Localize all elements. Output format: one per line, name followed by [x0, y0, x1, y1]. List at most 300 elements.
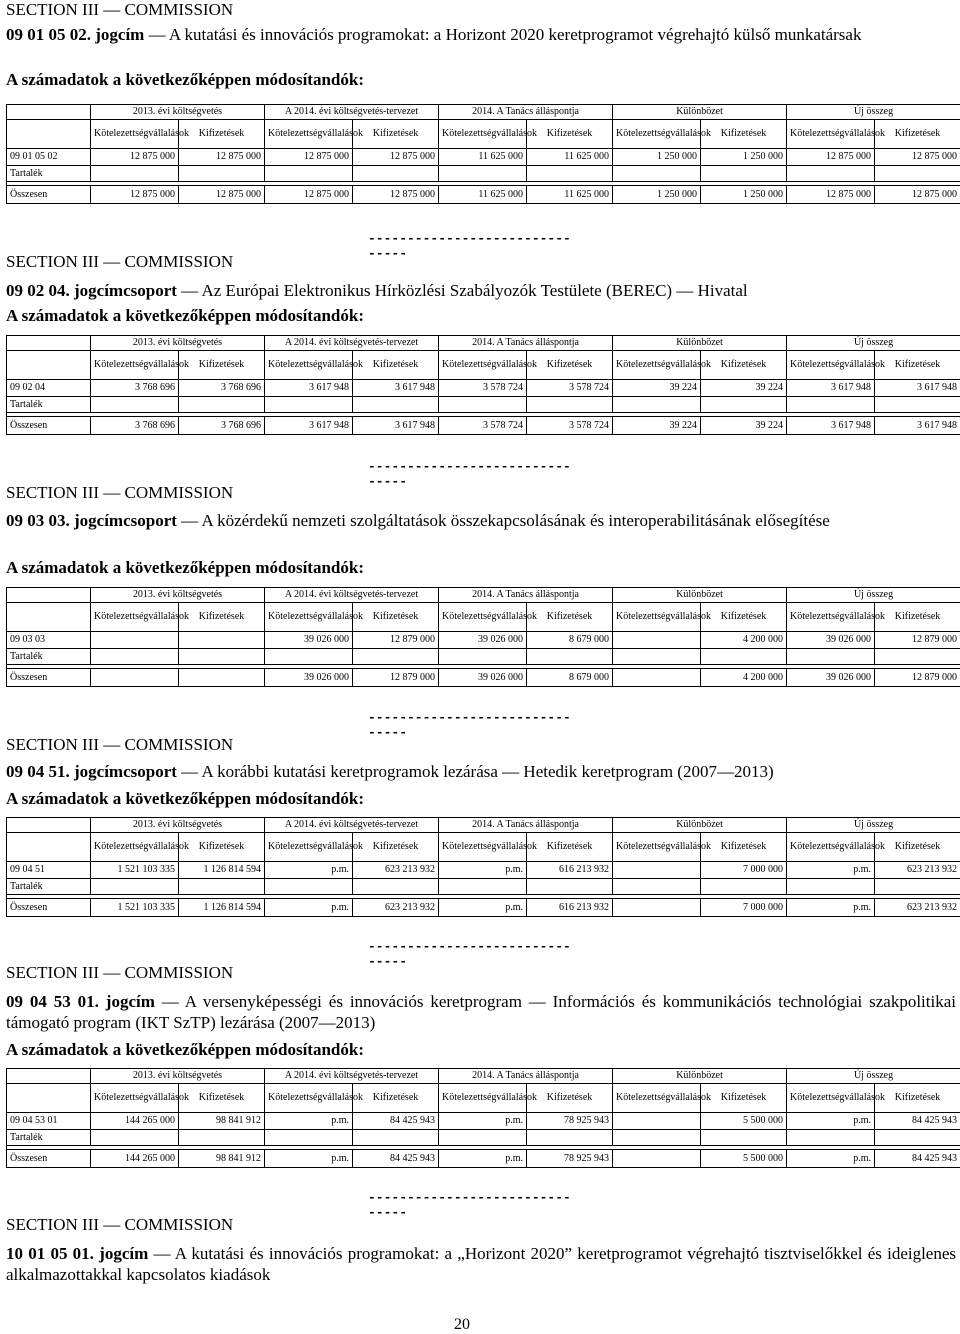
column-header: Különbözet: [613, 336, 787, 351]
row-label-cell: Tartalék: [7, 166, 91, 182]
column-subheader: Kifizetések: [527, 351, 613, 380]
column-subheader: Kötelezettségvállalások: [439, 1084, 527, 1113]
column-subheader: Kifizetések: [701, 603, 787, 632]
column-header: 2014. A Tanács álláspontja: [439, 588, 613, 603]
table-cell: [613, 862, 701, 879]
table-cell: 84 425 943: [353, 1113, 439, 1130]
column-header: Különbözet: [613, 105, 787, 120]
table-header-row: [7, 1069, 960, 1084]
table-cell: [527, 649, 613, 665]
budget-line-title: — A korábbi kutatási keretprogramok lezárása — Hetedik keretprogram (2007—2013): [181, 762, 773, 781]
table-cell: [527, 166, 613, 182]
budget-table: [6, 1068, 960, 1168]
budget-line-heading: [6, 510, 956, 531]
table-cell: p.m.: [439, 899, 527, 917]
table-cell: p.m.: [787, 1150, 875, 1168]
table-cell: [91, 632, 179, 649]
table-cell: 3 768 696: [179, 380, 265, 397]
table-cell: 144 265 000: [91, 1150, 179, 1168]
column-header: Új összeg: [787, 1069, 960, 1084]
reserve-row: [7, 1130, 960, 1146]
table-row: [7, 632, 960, 649]
column-subheader: Kötelezettségvállalások: [265, 351, 353, 380]
table-cell: [875, 879, 960, 895]
budget-line-heading: [6, 991, 956, 1033]
column-subheader: Kifizetések: [527, 1084, 613, 1113]
table-cell: [439, 649, 527, 665]
reserve-row: [7, 649, 960, 665]
table-cell: 39 026 000: [439, 632, 527, 649]
budget-line-code: 09 01 05 02. jogcím: [6, 25, 144, 44]
table-cell: [613, 166, 701, 182]
separator: -------------------------------: [368, 459, 578, 489]
table-cell: [875, 166, 960, 182]
table-cell: 3 578 724: [439, 417, 527, 435]
table-cell: p.m.: [265, 1150, 353, 1168]
budget-line-heading: [6, 761, 956, 782]
amend-line: A számadatok a következőképpen módosítandók:: [6, 789, 956, 809]
row-label-cell: Összesen: [7, 1150, 91, 1168]
column-subheader: Kötelezettségvállalások: [91, 351, 179, 380]
table-cell: 3 617 948: [353, 417, 439, 435]
column-subheader: Kötelezettségvállalások: [265, 1084, 353, 1113]
table-cell: 11 625 000: [439, 149, 527, 166]
table-cell: 5 500 000: [701, 1150, 787, 1168]
column-header: Különbözet: [613, 588, 787, 603]
table-cell: 39 224: [701, 417, 787, 435]
table-cell: [91, 397, 179, 413]
table-cell: 98 841 912: [179, 1113, 265, 1130]
table-header-row: [7, 336, 960, 351]
table-cell: 12 875 000: [91, 149, 179, 166]
table-cell: [787, 649, 875, 665]
table-cell: [613, 899, 701, 917]
section-title: SECTION III — COMMISSION: [6, 252, 956, 272]
table-cell: 39 026 000: [265, 632, 353, 649]
table-row: [7, 380, 960, 397]
table-subheader-row: [7, 833, 960, 862]
table-cell: 84 425 943: [875, 1113, 960, 1130]
table-cell: [179, 397, 265, 413]
row-label-cell: Összesen: [7, 899, 91, 917]
column-header: 2013. évi költségvetés: [91, 336, 265, 351]
table-cell: [787, 166, 875, 182]
header-corner-cell: [7, 1084, 91, 1113]
header-corner-cell: [7, 105, 91, 120]
table-cell: [353, 879, 439, 895]
table-cell: p.m.: [265, 862, 353, 879]
budget-line-heading: [6, 1243, 956, 1285]
table-cell: [265, 1130, 353, 1146]
table-cell: 12 879 000: [875, 669, 960, 687]
amend-line: A számadatok a következőképpen módosítandók:: [6, 1040, 956, 1060]
table-cell: 12 875 000: [179, 149, 265, 166]
table-cell: 39 026 000: [439, 669, 527, 687]
column-header: Különbözet: [613, 1069, 787, 1084]
table-cell: 39 224: [613, 380, 701, 397]
table-cell: 12 875 000: [265, 149, 353, 166]
table-cell: 3 617 948: [875, 417, 960, 435]
budget-line-code: 09 02 04. jogcímcsoport: [6, 281, 177, 300]
column-header: 2013. évi költségvetés: [91, 105, 265, 120]
column-subheader: Kifizetések: [353, 603, 439, 632]
table-cell: 8 679 000: [527, 632, 613, 649]
column-subheader: Kifizetések: [875, 120, 960, 149]
table-cell: 12 875 000: [875, 186, 960, 204]
table-cell: 84 425 943: [875, 1150, 960, 1168]
table-cell: 8 679 000: [527, 669, 613, 687]
table-cell: [527, 1130, 613, 1146]
table-cell: [439, 166, 527, 182]
table-cell: 12 875 000: [91, 186, 179, 204]
table-cell: 623 213 932: [875, 862, 960, 879]
column-subheader: Kifizetések: [179, 1084, 265, 1113]
column-subheader: Kifizetések: [701, 1084, 787, 1113]
table-cell: [91, 879, 179, 895]
column-subheader: Kötelezettségvállalások: [613, 120, 701, 149]
table-cell: 3 768 696: [91, 380, 179, 397]
table-cell: p.m.: [787, 1113, 875, 1130]
column-subheader: Kifizetések: [701, 120, 787, 149]
column-header: 2013. évi költségvetés: [91, 818, 265, 833]
column-subheader: Kifizetések: [353, 833, 439, 862]
table-cell: 3 617 948: [265, 380, 353, 397]
header-corner-cell: [7, 588, 91, 603]
separator: -------------------------------: [368, 231, 578, 261]
table-cell: 12 875 000: [179, 186, 265, 204]
table-cell: [701, 649, 787, 665]
table-cell: [353, 397, 439, 413]
table-cell: 1 250 000: [701, 186, 787, 204]
table-cell: 78 925 943: [527, 1150, 613, 1168]
table-cell: 1 250 000: [613, 149, 701, 166]
column-header: 2013. évi költségvetés: [91, 588, 265, 603]
column-header: 2014. A Tanács álláspontja: [439, 336, 613, 351]
column-subheader: Kifizetések: [875, 1084, 960, 1113]
header-corner-cell: [7, 818, 91, 833]
table-cell: 616 213 932: [527, 862, 613, 879]
table-cell: [875, 649, 960, 665]
column-subheader: Kötelezettségvállalások: [613, 351, 701, 380]
separator: -------------------------------: [368, 939, 578, 969]
budget-line-title: — A közérdekű nemzeti szolgáltatások összekapcsolásának és interoperabilitásának elősegítése: [181, 511, 830, 530]
table-cell: 623 213 932: [875, 899, 960, 917]
table-cell: [265, 397, 353, 413]
column-subheader: Kifizetések: [353, 351, 439, 380]
row-label-cell: Tartalék: [7, 879, 91, 895]
column-subheader: Kötelezettségvállalások: [787, 603, 875, 632]
table-cell: 12 875 000: [875, 149, 960, 166]
table-cell: 1 521 103 335: [91, 862, 179, 879]
table-cell: 39 224: [613, 417, 701, 435]
table-cell: [179, 166, 265, 182]
table-cell: [265, 879, 353, 895]
row-code-cell: 09 04 53 01: [7, 1113, 91, 1130]
column-header: Új összeg: [787, 336, 960, 351]
amend-line: A számadatok a következőképpen módosítandók:: [6, 306, 956, 326]
column-subheader: Kifizetések: [875, 603, 960, 632]
budget-line-heading: [6, 24, 956, 45]
row-code-cell: 09 02 04: [7, 380, 91, 397]
table-cell: [353, 1130, 439, 1146]
column-subheader: Kifizetések: [353, 120, 439, 149]
table-cell: [701, 1130, 787, 1146]
column-subheader: Kötelezettségvállalások: [613, 603, 701, 632]
table-cell: p.m.: [439, 1150, 527, 1168]
table-cell: [439, 1130, 527, 1146]
table-cell: [179, 669, 265, 687]
table-row: [7, 862, 960, 879]
budget-line-title: — A kutatási és innovációs programokat: a „Horizont 2020” keretprogramot végrehajtó tisztviselőkkel és ideiglenes alkalmazottakkal kapcsolatos kiadások: [6, 1244, 956, 1284]
reserve-row: [7, 397, 960, 413]
table-cell: 623 213 932: [353, 899, 439, 917]
table-cell: [875, 1130, 960, 1146]
table-cell: 623 213 932: [353, 862, 439, 879]
column-header: 2014. A Tanács álláspontja: [439, 818, 613, 833]
table-cell: p.m.: [439, 862, 527, 879]
header-corner-cell: [7, 833, 91, 862]
header-corner-cell: [7, 120, 91, 149]
table-cell: [613, 632, 701, 649]
column-subheader: Kifizetések: [701, 351, 787, 380]
table-cell: 12 875 000: [265, 186, 353, 204]
table-cell: [179, 632, 265, 649]
table-cell: [787, 1130, 875, 1146]
table-cell: [613, 669, 701, 687]
table-cell: 4 200 000: [701, 669, 787, 687]
column-subheader: Kötelezettségvállalások: [265, 120, 353, 149]
header-corner-cell: [7, 351, 91, 380]
column-header: A 2014. évi költségvetés-tervezet: [265, 105, 439, 120]
column-header: 2013. évi költségvetés: [91, 1069, 265, 1084]
section-title: SECTION III — COMMISSION: [6, 963, 956, 983]
column-header: 2014. A Tanács álláspontja: [439, 105, 613, 120]
header-corner-cell: [7, 603, 91, 632]
separator: -------------------------------: [368, 710, 578, 740]
table-cell: [353, 649, 439, 665]
table-cell: 39 026 000: [265, 669, 353, 687]
table-cell: [613, 649, 701, 665]
table-cell: [265, 166, 353, 182]
budget-line-code: 09 04 51. jogcímcsoport: [6, 762, 177, 781]
table-cell: [787, 397, 875, 413]
column-subheader: Kifizetések: [179, 603, 265, 632]
column-subheader: Kötelezettségvállalások: [439, 120, 527, 149]
table-cell: [613, 1150, 701, 1168]
table-cell: 7 000 000: [701, 862, 787, 879]
section-title: SECTION III — COMMISSION: [6, 1215, 956, 1235]
table-cell: 1 126 814 594: [179, 899, 265, 917]
table-cell: 3 617 948: [265, 417, 353, 435]
table-cell: 3 768 696: [91, 417, 179, 435]
column-subheader: Kötelezettségvállalások: [439, 833, 527, 862]
column-subheader: Kötelezettségvállalások: [613, 1084, 701, 1113]
table-cell: 11 625 000: [527, 149, 613, 166]
table-cell: [613, 397, 701, 413]
table-cell: [527, 397, 613, 413]
total-row: [7, 899, 960, 917]
total-row: [7, 417, 960, 435]
budget-table: [6, 335, 960, 435]
column-subheader: Kifizetések: [875, 351, 960, 380]
row-label-cell: Összesen: [7, 417, 91, 435]
table-cell: 3 617 948: [787, 417, 875, 435]
column-subheader: Kötelezettségvállalások: [787, 120, 875, 149]
table-cell: 84 425 943: [353, 1150, 439, 1168]
column-header: A 2014. évi költségvetés-tervezet: [265, 588, 439, 603]
column-subheader: Kifizetések: [701, 833, 787, 862]
table-cell: 3 617 948: [875, 380, 960, 397]
table-subheader-row: [7, 351, 960, 380]
table-cell: 4 200 000: [701, 632, 787, 649]
table-cell: 11 625 000: [527, 186, 613, 204]
table-subheader-row: [7, 603, 960, 632]
column-subheader: Kötelezettségvállalások: [91, 833, 179, 862]
table-cell: [179, 649, 265, 665]
row-label-cell: Összesen: [7, 186, 91, 204]
column-header: Új összeg: [787, 588, 960, 603]
budget-line-heading: [6, 280, 956, 301]
column-subheader: Kötelezettségvállalások: [439, 351, 527, 380]
column-subheader: Kifizetések: [527, 833, 613, 862]
separator: -------------------------------: [368, 1190, 578, 1220]
budget-table: [6, 104, 960, 204]
column-subheader: Kifizetések: [353, 1084, 439, 1113]
section-title: SECTION III — COMMISSION: [6, 0, 956, 20]
budget-line-code: 09 03 03. jogcímcsoport: [6, 511, 177, 530]
table-cell: [613, 1113, 701, 1130]
table-cell: 1 250 000: [613, 186, 701, 204]
table-cell: [439, 397, 527, 413]
total-row: [7, 1150, 960, 1168]
row-code-cell: 09 04 51: [7, 862, 91, 879]
page-number: 20: [454, 1316, 470, 1334]
header-corner-cell: [7, 1069, 91, 1084]
table-cell: [91, 166, 179, 182]
table-subheader-row: [7, 120, 960, 149]
budget-line-title: — Az Európai Elektronikus Hírközlési Szabályozók Testülete (BEREC) — Hivatal: [181, 281, 747, 300]
column-subheader: Kötelezettségvállalások: [613, 833, 701, 862]
amend-line: A számadatok a következőképpen módosítandók:: [6, 558, 956, 578]
table-cell: 12 875 000: [787, 149, 875, 166]
table-cell: [613, 1130, 701, 1146]
table-cell: [787, 879, 875, 895]
row-label-cell: Tartalék: [7, 649, 91, 665]
table-cell: 12 875 000: [353, 149, 439, 166]
header-corner-cell: [7, 336, 91, 351]
table-cell: [91, 669, 179, 687]
table-header-row: [7, 105, 960, 120]
table-cell: 3 617 948: [787, 380, 875, 397]
table-cell: [91, 1130, 179, 1146]
table-cell: 39 224: [701, 380, 787, 397]
table-cell: [701, 166, 787, 182]
column-subheader: Kifizetések: [179, 833, 265, 862]
table-cell: 5 500 000: [701, 1113, 787, 1130]
column-subheader: Kötelezettségvállalások: [265, 833, 353, 862]
table-cell: [265, 649, 353, 665]
table-cell: p.m.: [787, 899, 875, 917]
table-cell: 616 213 932: [527, 899, 613, 917]
table-cell: 11 625 000: [439, 186, 527, 204]
section-title: SECTION III — COMMISSION: [6, 735, 956, 755]
column-subheader: Kifizetések: [875, 833, 960, 862]
table-cell: [701, 879, 787, 895]
table-cell: 1 126 814 594: [179, 862, 265, 879]
table-cell: 12 879 000: [353, 669, 439, 687]
table-cell: [701, 397, 787, 413]
table-cell: 12 879 000: [875, 632, 960, 649]
column-subheader: Kifizetések: [527, 120, 613, 149]
table-cell: [179, 879, 265, 895]
column-subheader: Kötelezettségvállalások: [265, 603, 353, 632]
table-header-row: [7, 588, 960, 603]
table-cell: 3 578 724: [527, 417, 613, 435]
table-row: [7, 149, 960, 166]
column-header: A 2014. évi költségvetés-tervezet: [265, 1069, 439, 1084]
table-cell: [353, 166, 439, 182]
reserve-row: [7, 879, 960, 895]
table-cell: 1 250 000: [701, 149, 787, 166]
table-header-row: [7, 818, 960, 833]
column-subheader: Kötelezettségvállalások: [787, 1084, 875, 1113]
column-subheader: Kötelezettségvállalások: [439, 603, 527, 632]
column-subheader: Kifizetések: [527, 603, 613, 632]
table-cell: [179, 1130, 265, 1146]
row-code-cell: 09 03 03: [7, 632, 91, 649]
table-cell: 12 875 000: [353, 186, 439, 204]
table-cell: [613, 879, 701, 895]
budget-line-title: — A versenyképességi és innovációs keretprogram — Információs és kommunikációs technológiai szakpolitikai támogató program (IKT SzTP) lezárása (2007—2013): [6, 992, 956, 1032]
table-cell: 1 521 103 335: [91, 899, 179, 917]
budget-table: [6, 817, 960, 917]
budget-line-code: 10 01 05 01. jogcím: [6, 1244, 148, 1263]
table-cell: p.m.: [265, 1113, 353, 1130]
column-subheader: Kifizetések: [179, 120, 265, 149]
table-cell: 39 026 000: [787, 669, 875, 687]
column-subheader: Kötelezettségvállalások: [91, 603, 179, 632]
row-label-cell: Tartalék: [7, 1130, 91, 1146]
column-header: Különbözet: [613, 818, 787, 833]
table-cell: 3 768 696: [179, 417, 265, 435]
table-cell: 78 925 943: [527, 1113, 613, 1130]
table-cell: [91, 649, 179, 665]
budget-line-code: 09 04 53 01. jogcím: [6, 992, 155, 1011]
amend-line: A számadatok a következőképpen módosítandók:: [6, 70, 956, 90]
column-subheader: Kötelezettségvállalások: [91, 120, 179, 149]
table-cell: 7 000 000: [701, 899, 787, 917]
table-cell: p.m.: [787, 862, 875, 879]
reserve-row: [7, 166, 960, 182]
row-code-cell: 09 01 05 02: [7, 149, 91, 166]
column-subheader: Kötelezettségvállalások: [787, 833, 875, 862]
table-cell: 3 578 724: [439, 380, 527, 397]
column-header: Új összeg: [787, 105, 960, 120]
column-header: Új összeg: [787, 818, 960, 833]
table-cell: 39 026 000: [787, 632, 875, 649]
column-subheader: Kifizetések: [179, 351, 265, 380]
table-cell: 3 578 724: [527, 380, 613, 397]
total-row: [7, 186, 960, 204]
budget-line-title: — A kutatási és innovációs programokat: a Horizont 2020 keretprogramot végrehajtó külső munkatársak: [149, 25, 862, 44]
table-cell: [527, 879, 613, 895]
column-header: A 2014. évi költségvetés-tervezet: [265, 336, 439, 351]
table-subheader-row: [7, 1084, 960, 1113]
column-subheader: Kötelezettségvállalások: [91, 1084, 179, 1113]
table-cell: 3 617 948: [353, 380, 439, 397]
column-header: A 2014. évi költségvetés-tervezet: [265, 818, 439, 833]
column-header: 2014. A Tanács álláspontja: [439, 1069, 613, 1084]
